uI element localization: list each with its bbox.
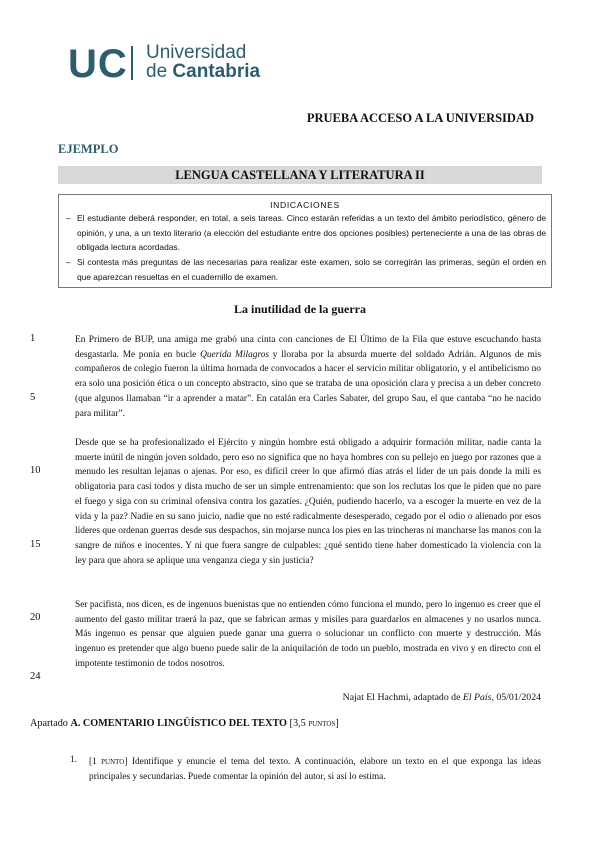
question-number: 1. [70, 755, 78, 765]
instructions-title: INDICACIONES [270, 200, 340, 210]
line-number: 5 [30, 392, 36, 403]
paragraph-3: Ser pacifista, nos dicen, es de ingenuos buenistas que no entienden cómo funciona el mundo, pero lo ingenuo es creer que el aumento del gasto militar traerá la paz, que se fabrican armas y misiles para guardarlos en almacenes y no usarlos nunca. Más ingenuo es pensar que alguien puede ganar una guerra o solucionar un conflicto con muerte y destrucción. Más ingenuo es pretender que algo bueno puede salir de la aniquilación de todo un pueblo, mostrada en vivo y en directo con el impotente testimonio de todos nosotros. [75, 600, 542, 669]
paragraph-1-part-b: y lloraba por la absurda muerte del soldado Adrián. Algunos de mis compañeros de colegio fueron la última hornada de convocados a hacer el servicio militar obligatorio, y el antibelicismo no era solo una posición ética o un concepto abstracto, sino que se trataba de una oposición clara y precisa a un deber concreto (que algunos llamaban “ir a aprender a matar”. En catalán era Carles Sabater, del grupo Sau, el que cantaba “no he nacido para militar”. [75, 349, 542, 419]
line-number: 20 [30, 612, 41, 623]
exam-title: PRUEBA ACCESO A LA UNIVERSIDAD [306, 111, 534, 125]
logo-divider [131, 46, 133, 80]
instruction-item [66, 211, 546, 255]
section-a-points-close: ] [335, 718, 339, 729]
section-a-title: A. COMENTARIO LINGÜÍSTICO DEL TEXTO [70, 718, 287, 729]
instruction-item [66, 255, 546, 284]
bullet-dash: – [66, 213, 71, 223]
logo-line-1: Universidad [146, 42, 247, 63]
paragraph-1-part-a: En Primero de BUP, una amiga me grabó una cinta con canciones de El Último de la Fila que estuve escuchando hasta desgastarla. Me ponía en bucle [75, 335, 541, 360]
section-a-prefix: Apartado [30, 718, 71, 729]
text-title: La inutilidad de la guerra [233, 302, 367, 316]
line-number: 24 [30, 671, 41, 682]
subject-title: LENGUA CASTELLANA Y LITERATURA II [175, 168, 425, 182]
example-label: EJEMPLO [58, 142, 119, 156]
section-a-heading [30, 718, 339, 729]
line-number: 15 [30, 539, 41, 550]
logo-line-2-prefix: de [146, 61, 168, 82]
question-text: Identifique y enuncie el tema del texto. A continuación, elabore un texto en el que exponga las ideas principales y secundarias. Puede comentar la opinión del autor, si así lo estima. [89, 757, 542, 782]
bullet-dash: – [66, 257, 71, 267]
line-number: 10 [30, 465, 41, 476]
instruction-text: El estudiante deberá responder, en total, a seis tareas. Cinco estarán referidas a un texto del ámbito periodístico, género de opinión, y una, a un texto literario (a elección del estudiante entre dos opciones posibles) perteneciente a una de las obras de obligada lectura acordadas. [77, 213, 546, 252]
paragraph-2: Desde que se ha profesionalizado el Ejército y ningún hombre está obligado a adquirir formación militar, nadie canta la muerte inútil de ningún joven soldado, pero eso no significa que no haya hombres con su pellejo en juego por razones que a menudo les resultan lejanas o ajenas. Por eso, es difícil creer lo que afirmó días atrás el líder de un país donde la mili es obligatoria para casi todos y dista mucho de ser un simple entrenamiento: que son los reclutas los que le piden que no pare el fuego y siga con su criminal ofensiva contra los gazatíes. ¿Quién, pudiendo hacerlo, va a escoger la muerte en vez de la vida y la paz? Nadie en su sano juicio, nadie que no esté radicalmente desesperado, cegado por el odio o alienado por esos líderes que ordenan guerras desde sus despachos, sin mojarse nunca los pies en las trincheras ni mancharse las manos con la sangre de niños e inocentes. Y ni que fuera sangre de culpables: ¿qué sentido tiene haber domesticado la violencia con la ley para que ahora se aplique una venganza ciega y sin justicia? [75, 438, 541, 566]
question-1 [89, 755, 541, 785]
source-date: , 05/01/2024 [491, 692, 541, 703]
question-points: [1 punto] [89, 757, 128, 767]
logo-line-2-name: Cantabria [172, 61, 261, 82]
paragraph-1 [75, 333, 541, 421]
song-title: Querida Milagros [200, 349, 270, 360]
source-author: Najat El Hachmi, adaptado de [342, 692, 463, 703]
university-logo-mark: UC [68, 42, 128, 86]
section-a-points-word: puntos [308, 718, 336, 729]
section-a-points-open: [3,5 [287, 718, 309, 729]
instruction-text: Si contesta más preguntas de las necesarias para realizar este examen, solo se corregirán las primeras, según el orden en que aparezcan resueltas en el cuadernillo de examen. [77, 257, 546, 282]
logo-line-2 [146, 61, 260, 82]
line-number: 1 [30, 333, 36, 344]
source-publication: El País [462, 692, 492, 703]
source-citation [343, 692, 541, 703]
